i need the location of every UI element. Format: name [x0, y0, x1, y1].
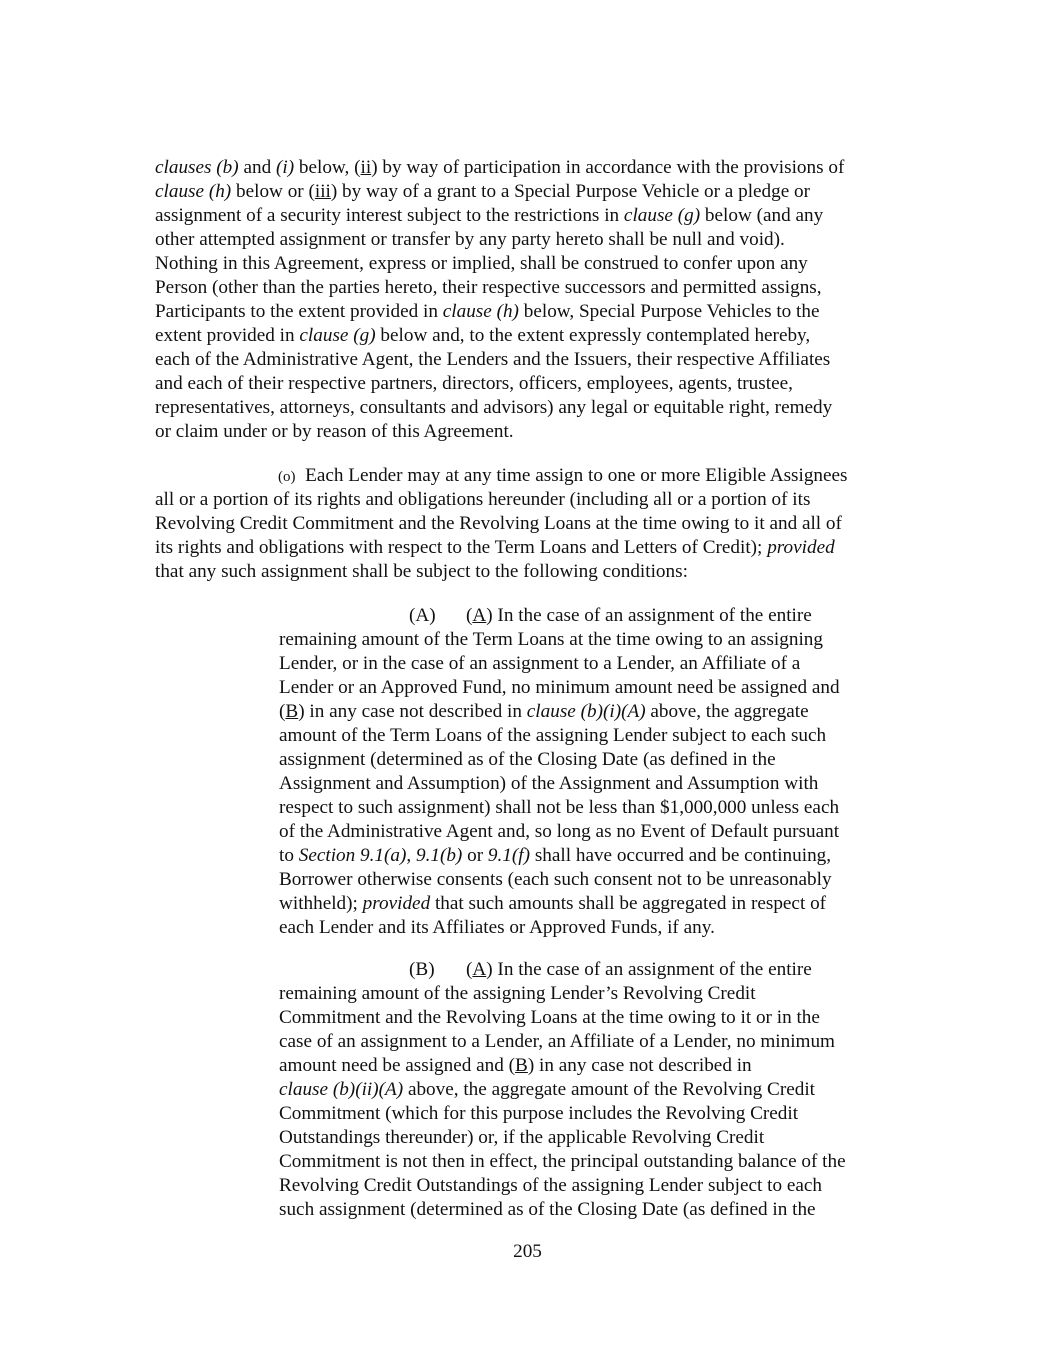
text-line: Lender, or in the case of an assignment to a Lender, an Affiliate of a — [279, 653, 801, 674]
text-line: amount of the Term Loans of the assigning Lender subject to each such — [279, 725, 827, 746]
text-line: or claim under or by reason of this Agreement. — [155, 421, 514, 442]
text-line: clauses (b) and (i) below, (ii) by way of participation in accordance with the provisions of — [155, 157, 845, 178]
text-line: Revolving Credit Outstandings of the assigning Lender subject to each — [279, 1175, 823, 1196]
text-line: to Section 9.1(a), 9.1(b) or 9.1(f) shall have occurred and be continuing, — [279, 845, 832, 866]
text-line: remaining amount of the Term Loans at the time owing to an assigning — [279, 629, 823, 650]
text-line: representatives, attorneys, consultants and advisors) any legal or equitable right, remedy — [155, 397, 833, 418]
text-line: extent provided in clause (g) below and, to the extent expressly contemplated hereby, — [155, 325, 811, 346]
text-line: clause (b)(ii)(A) above, the aggregate amount of the Revolving Credit — [279, 1079, 816, 1100]
text-line: each Lender and its Affiliates or Approved Funds, if any. — [279, 917, 715, 938]
text-line: each of the Administrative Agent, the Lenders and the Issuers, their respective Affiliates — [155, 349, 831, 370]
text-line: Commitment (which for this purpose includes the Revolving Credit — [279, 1103, 799, 1124]
text-line: Lender or an Approved Fund, no minimum amount need be assigned and — [279, 677, 840, 698]
text-line: Commitment is not then in effect, the principal outstanding balance of the — [279, 1151, 846, 1172]
text-line: that any such assignment shall be subject to the following conditions: — [155, 561, 688, 582]
text-line: amount need be assigned and (B) in any case not described in — [279, 1055, 752, 1076]
text-line: Nothing in this Agreement, express or implied, shall be construed to confer upon any — [155, 253, 808, 274]
text-line: assignment (determined as of the Closing Date (as defined in the — [279, 749, 776, 770]
text-line: and each of their respective partners, directors, officers, employees, agents, trustee, — [155, 373, 793, 394]
subparagraph-marker: (A) — [409, 605, 436, 626]
text-line: remaining amount of the assigning Lender’s Revolving Credit — [279, 983, 756, 1004]
text-line: (o) Each Lender may at any time assign to one or more Eligible Assignees — [278, 465, 848, 486]
text-line: of the Administrative Agent and, so long as no Event of Default pursuant — [279, 821, 840, 842]
text-line: all or a portion of its rights and obligations hereunder (including all or a portion of its — [155, 489, 811, 510]
subparagraph-marker: (B) — [409, 959, 435, 980]
text-line: (A) In the case of an assignment of the entire — [466, 605, 812, 626]
text-line: its rights and obligations with respect to the Term Loans and Letters of Credit); provided — [155, 537, 835, 558]
text-line: Participants to the extent provided in clause (h) below, Special Purpose Vehicles to the — [155, 301, 820, 322]
text-line: Borrower otherwise consents (each such consent not to be unreasonably — [279, 869, 832, 890]
text-line: Commitment and the Revolving Loans at the time owing to it or in the — [279, 1007, 820, 1028]
text-line: Outstandings thereunder) or, if the applicable Revolving Credit — [279, 1127, 765, 1148]
text-line: (A) In the case of an assignment of the entire — [466, 959, 812, 980]
text-line: other attempted assignment or transfer by any party hereto shall be null and void). — [155, 229, 785, 250]
text-line: clause (h) below or (iii) by way of a grant to a Special Purpose Vehicle or a pledge or — [155, 181, 811, 202]
text-line: Revolving Credit Commitment and the Revolving Loans at the time owing to it and all of — [155, 513, 842, 534]
text-line: Person (other than the parties hereto, their respective successors and permitted assigns, — [155, 277, 822, 298]
text-line: such assignment (determined as of the Closing Date (as defined in the — [279, 1199, 816, 1220]
paragraph-marker: (o) — [278, 469, 296, 485]
text-line: case of an assignment to a Lender, an Affiliate of a Lender, no minimum — [279, 1031, 835, 1052]
page-number: 205 — [513, 1241, 542, 1262]
text-line: withheld); provided that such amounts shall be aggregated in respect of — [279, 893, 827, 914]
text-line: (B) in any case not described in clause (b)(i)(A) above, the aggregate — [279, 701, 809, 722]
text-line: respect to such assignment) shall not be less than $1,000,000 unless each — [279, 797, 840, 818]
text-line: Assignment and Assumption) of the Assignment and Assumption with — [279, 773, 819, 794]
text-line: assignment of a security interest subject to the restrictions in clause (g) below (and any — [155, 205, 824, 226]
